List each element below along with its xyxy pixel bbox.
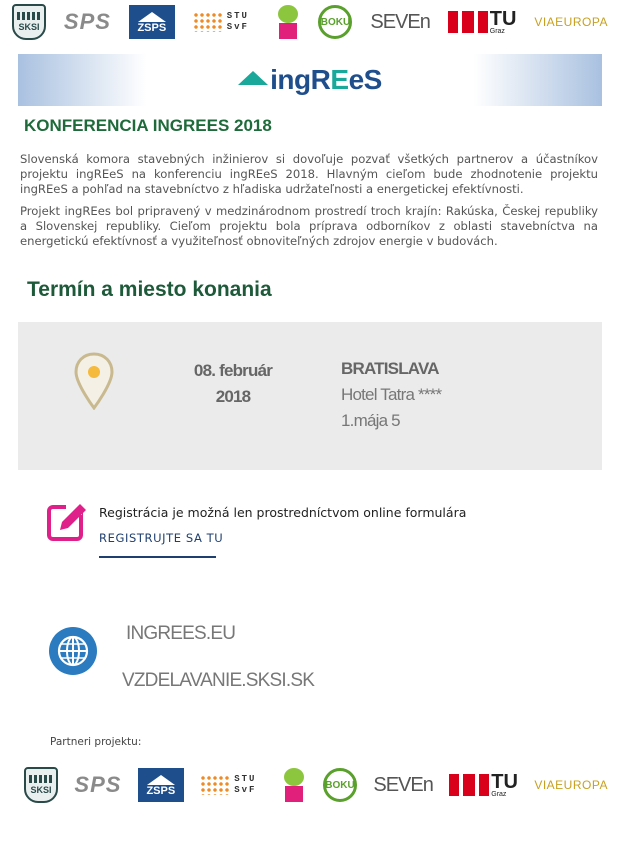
tree-book-logo: [281, 768, 307, 802]
zsps-logo: ZSPS: [138, 768, 184, 802]
ingrees-logo: ingREeS: [238, 64, 382, 96]
seven-logo: SEVEn: [370, 10, 430, 33]
registration-text: Registrácia je možná len prostredníctvom online formulára: [99, 505, 467, 520]
seven-logo: SEVEn: [373, 773, 433, 796]
sksi-logo: SKSI: [24, 767, 58, 803]
via-europa-logo: VIAEUROPA: [534, 15, 608, 29]
zsps-logo: ZSPS: [129, 5, 175, 39]
ingrees-banner: [18, 54, 602, 106]
intro-paragraph: Slovenská komora stavebných inžinierov si dovoľuje pozvať všetkých partnerov a účastníkov projektu ingREeS na konferenciu ingREeS 2018. Hlavným cieľom bude zhodnotenie projektu ingREeS a pohľad na stavebníctvo z hľadiska udržateľnosti a energetickej efektívnosti.: [20, 152, 598, 196]
location-pin-icon: [74, 352, 114, 410]
event-card: [18, 322, 602, 470]
register-link-underline: [99, 556, 216, 558]
sksi-logo: SKSI: [12, 4, 46, 40]
register-link[interactable]: REGISTRUJTE SA TU: [99, 531, 224, 545]
via-europa-logo: VIAEUROPA: [534, 778, 608, 792]
sps-logo: SPS: [63, 9, 111, 34]
boku-logo: BOKU: [323, 768, 357, 802]
website-link-sksi[interactable]: VZDELAVANIE.SKSI.SK: [122, 670, 315, 691]
globe-icon: [48, 626, 98, 676]
event-date: 08. február 2018: [193, 361, 273, 406]
tu-graz-logo: TU Graz: [449, 767, 518, 803]
project-paragraph: Projekt ingREes bol pripravený v medzinárodnom prostredí troch krajín: Rakúska, Českej republiky a Slovenskej republiky. Cieľom projektu bola príprava odborníkov z oblasti stavebníctva na energetickú efektívnosť a využiteľnosť obnoviteľných zdrojov energie v budovách.: [20, 204, 598, 248]
tu-graz-logo: TU Graz: [448, 4, 517, 40]
website-link-ingrees[interactable]: INGREES.EU: [126, 623, 236, 644]
page-title: KONFERENCIA INGREES 2018: [24, 116, 272, 135]
house-icon: [238, 71, 268, 85]
sps-logo: SPS: [74, 772, 122, 797]
edit-icon: [46, 500, 88, 542]
boku-logo: BOKU: [318, 5, 352, 39]
tree-book-logo: [275, 5, 301, 39]
event-location: BRATISLAVA Hotel Tatra **** 1.mája 5: [341, 359, 442, 430]
stu-svf-logo: STU SvF: [200, 767, 264, 803]
partner-logos-bottom: [24, 765, 608, 805]
stu-svf-logo: STU SvF: [193, 4, 257, 40]
partners-label: Partneri projektu:: [50, 736, 142, 748]
section-title: Termín a miesto konania: [27, 278, 272, 301]
partner-logos-top: [12, 2, 608, 42]
